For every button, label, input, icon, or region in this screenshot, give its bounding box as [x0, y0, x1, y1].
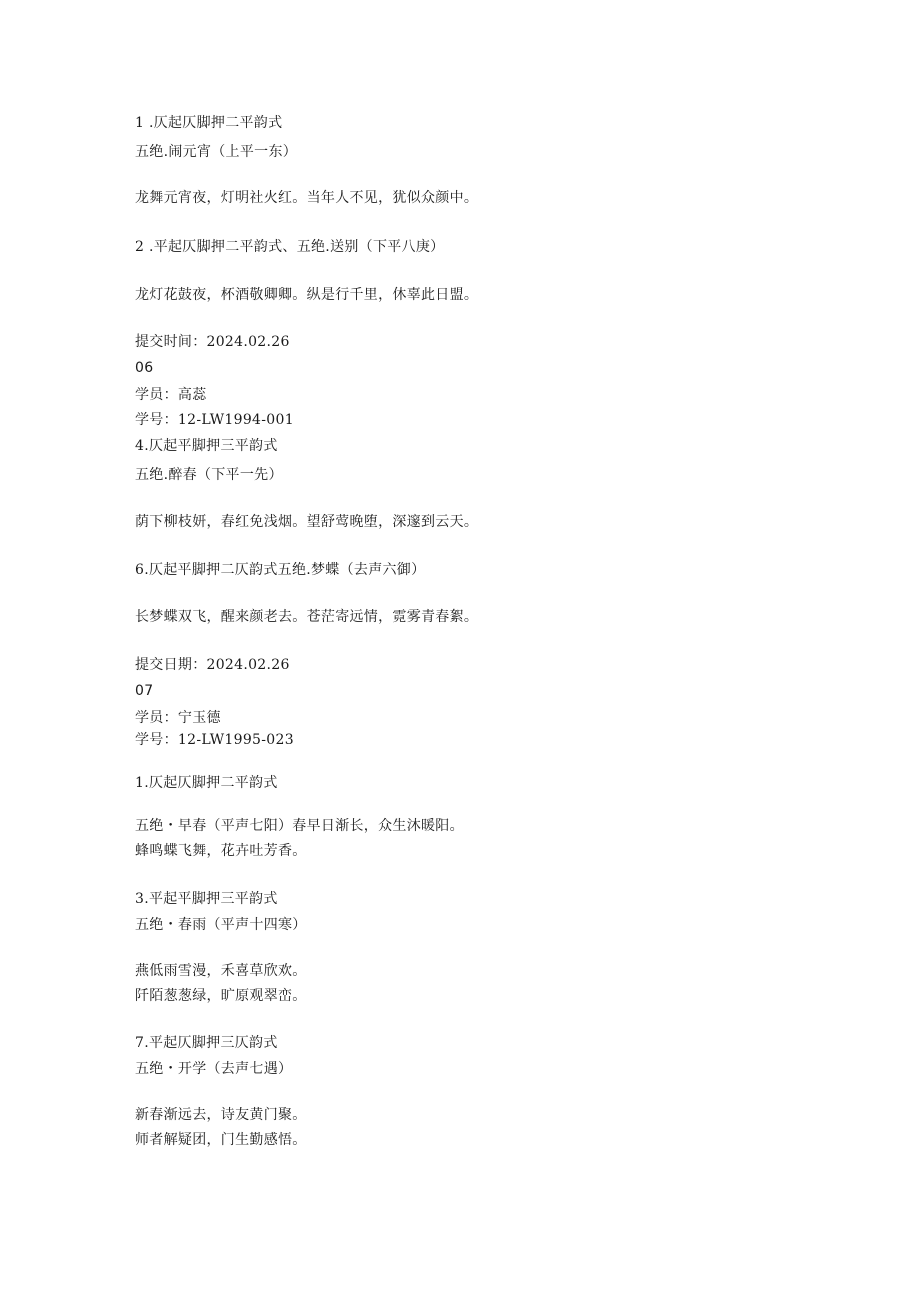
- poem-text-1: 龙舞元宵夜，灯明社火红。当年人不见，犹似众颜中。: [135, 190, 479, 206]
- student-name-1: 学员：高蕊: [135, 387, 207, 403]
- poem-text-6: 长梦蝶双飞，醒来颜老去。苍茫寄远情，霓雾青春絮。: [135, 609, 479, 625]
- poem-text-2-1: 蜂鸣蝶飞舞，花卉吐芳香。: [135, 843, 307, 859]
- poem-text-2: 龙灯花鼓夜，杯酒敬卿卿。纵是行千里，休辜此日盟。: [135, 287, 479, 303]
- submit-time-1: 提交时间：2024.02.26: [135, 334, 290, 350]
- student-id-2: 学号：12-LW1995-023: [135, 732, 294, 748]
- poem-text-4: 荫下柳枝妍，春红免浅烟。望舒莺晚堕，深邃到云天。: [135, 514, 479, 530]
- poem-text-2-7b: 师者解疑团，门生勤感悟。: [135, 1132, 307, 1148]
- heading-2-3: 3.平起平脚押三平韵式: [135, 891, 278, 907]
- poem-title-2-3: 五绝・春雨（平声十四寒）: [135, 917, 307, 933]
- heading-4: 4.仄起平脚押三平韵式: [135, 438, 278, 454]
- entry-number-07: 07: [135, 683, 154, 699]
- poem-text-2-7a: 新春渐远去，诗友黄门聚。: [135, 1107, 307, 1123]
- heading-2: 2 .平起仄脚押二平韵式、五绝.送别（下平八庚）: [135, 239, 445, 255]
- heading-1: 1 .仄起仄脚押二平韵式: [135, 115, 283, 131]
- entry-number-06: 06: [135, 360, 154, 376]
- heading-6: 6.仄起平脚押二仄韵式五绝.梦蝶（去声六御）: [135, 562, 426, 578]
- poem-text-2-3a: 燕低雨雪漫，禾喜草欣欢。: [135, 963, 307, 979]
- heading-2-1: 1.仄起仄脚押二平韵式: [135, 775, 278, 791]
- submit-date-2: 提交日期：2024.02.26: [135, 657, 290, 673]
- poem-title-4: 五绝.醉春（下平一先）: [135, 467, 283, 483]
- poem-title-1: 五绝.闹元宵（上平一东）: [135, 144, 298, 160]
- poem-title-2-7: 五绝・开学（去声七遇）: [135, 1061, 293, 1077]
- poem-text-2-3b: 阡陌葱葱绿，旷原观翠峦。: [135, 988, 307, 1004]
- student-name-2: 学员：宁玉德: [135, 710, 221, 726]
- student-id-1: 学号：12-LW1994-001: [135, 412, 294, 428]
- heading-2-7: 7.平起仄脚押三仄韵式: [135, 1035, 278, 1051]
- poem-title-2-1: 五绝・早春（平声七阳）春早日渐长，众生沐暖阳。: [135, 818, 464, 834]
